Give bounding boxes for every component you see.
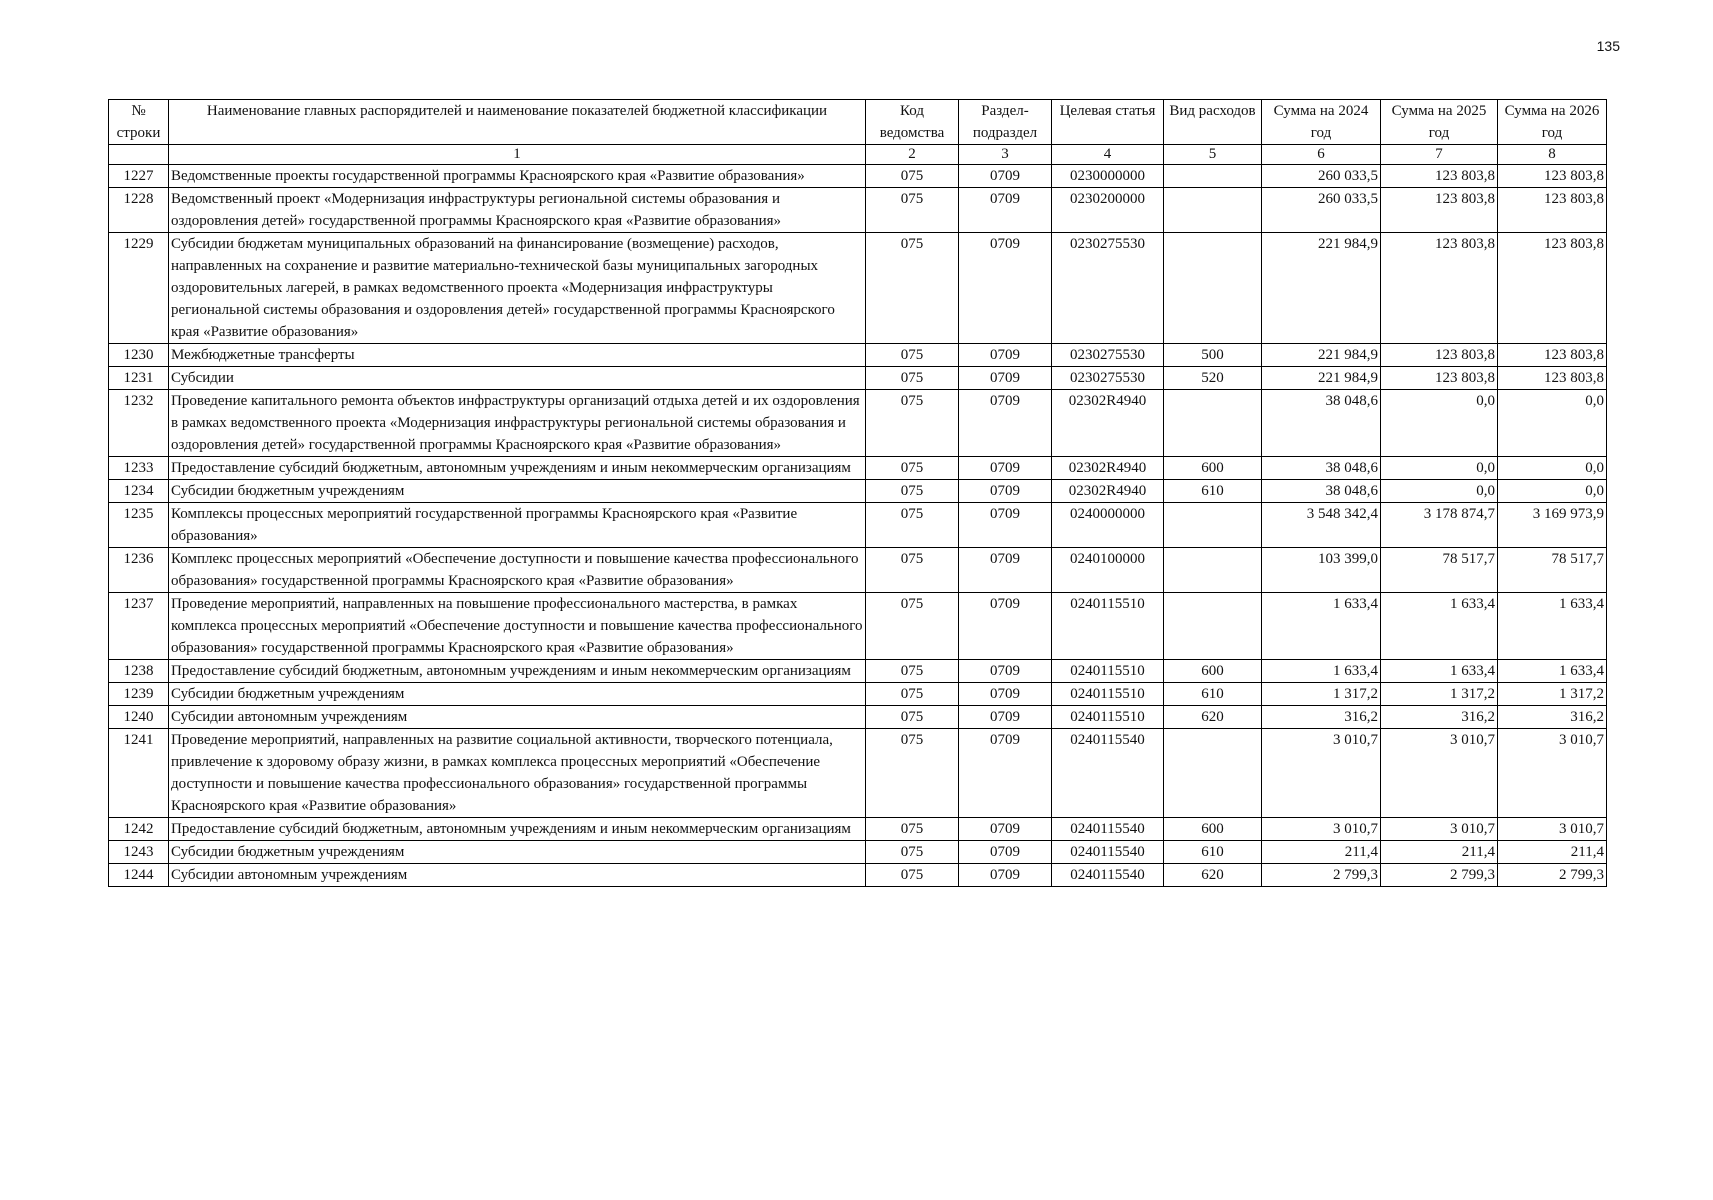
- column-number: 6: [1262, 145, 1381, 165]
- dept-code-cell: 075: [866, 390, 959, 457]
- target-article-cell: 0240115510: [1052, 593, 1164, 660]
- dept-code-cell: 075: [866, 864, 959, 887]
- table-row: [109, 593, 1607, 660]
- sum-2026-cell: 1 633,4: [1498, 660, 1607, 683]
- sum-2025-cell: 123 803,8: [1381, 165, 1498, 188]
- row-number-cell: 1235: [109, 503, 169, 548]
- row-number-cell: 1242: [109, 818, 169, 841]
- section-cell: 0709: [959, 480, 1052, 503]
- target-article-cell: 0230275530: [1052, 233, 1164, 344]
- sum-2024-cell: 260 033,5: [1262, 188, 1381, 233]
- sum-2026-cell: 78 517,7: [1498, 548, 1607, 593]
- sum-2025-cell: 0,0: [1381, 390, 1498, 457]
- dept-code-cell: 075: [866, 683, 959, 706]
- dept-code-cell: 075: [866, 503, 959, 548]
- sum-2025-cell: 0,0: [1381, 457, 1498, 480]
- table-row: [109, 841, 1607, 864]
- sum-2025-cell: 123 803,8: [1381, 344, 1498, 367]
- header-row-number: № строки: [109, 100, 169, 145]
- row-name-cell: Ведомственные проекты государственной программы Красноярского края «Развитие образования»: [169, 165, 866, 188]
- expense-type-cell: 520: [1164, 367, 1262, 390]
- row-name-cell: Ведомственный проект «Модернизация инфраструктуры региональной системы образования и оздоровления детей» государственной программы Красноярского края «Развитие образования»: [169, 188, 866, 233]
- row-number-cell: 1231: [109, 367, 169, 390]
- sum-2025-cell: 0,0: [1381, 480, 1498, 503]
- table-row: [109, 165, 1607, 188]
- sum-2025-cell: 123 803,8: [1381, 188, 1498, 233]
- row-name-cell: Предоставление субсидий бюджетным, автономным учреждениям и иным некоммерческим организациям: [169, 660, 866, 683]
- table-row: [109, 818, 1607, 841]
- section-cell: 0709: [959, 683, 1052, 706]
- page-number: 135: [1596, 38, 1620, 54]
- column-number: 7: [1381, 145, 1498, 165]
- row-number-cell: 1238: [109, 660, 169, 683]
- dept-code-cell: 075: [866, 593, 959, 660]
- row-number-cell: 1227: [109, 165, 169, 188]
- expense-type-cell: 610: [1164, 480, 1262, 503]
- column-number: 8: [1498, 145, 1607, 165]
- dept-code-cell: 075: [866, 706, 959, 729]
- dept-code-cell: 075: [866, 188, 959, 233]
- header-sum-2024: Сумма на 2024 год: [1262, 100, 1381, 145]
- dept-code-cell: 075: [866, 457, 959, 480]
- sum-2026-cell: 2 799,3: [1498, 864, 1607, 887]
- expense-type-cell: 600: [1164, 457, 1262, 480]
- header-name: Наименование главных распорядителей и наименование показателей бюджетной классификации: [169, 100, 866, 145]
- target-article-cell: 0230275530: [1052, 344, 1164, 367]
- sum-2025-cell: 2 799,3: [1381, 864, 1498, 887]
- sum-2025-cell: 123 803,8: [1381, 367, 1498, 390]
- dept-code-cell: 075: [866, 841, 959, 864]
- header-target-article: Целевая статья: [1052, 100, 1164, 145]
- header-sum-2026: Сумма на 2026 год: [1498, 100, 1607, 145]
- sum-2026-cell: 123 803,8: [1498, 344, 1607, 367]
- row-name-cell: Субсидии бюджетам муниципальных образований на финансирование (возмещение) расходов, направленных на сохранение и развитие материально-технической базы муниципальных загородных оздоровительных лагерей, в рамках ведомственного проекта «Модернизация инфраструктуры региональной системы образования и оздоровления детей» государственной программы Красноярского края «Развитие образования»: [169, 233, 866, 344]
- dept-code-cell: 075: [866, 367, 959, 390]
- target-article-cell: 0240115510: [1052, 683, 1164, 706]
- row-number-cell: 1240: [109, 706, 169, 729]
- sum-2025-cell: 3 178 874,7: [1381, 503, 1498, 548]
- target-article-cell: 0240115540: [1052, 841, 1164, 864]
- table-row: [109, 344, 1607, 367]
- row-name-cell: Межбюджетные трансферты: [169, 344, 866, 367]
- expense-type-cell: 620: [1164, 864, 1262, 887]
- row-number-cell: 1241: [109, 729, 169, 818]
- expense-type-cell: [1164, 548, 1262, 593]
- section-cell: 0709: [959, 729, 1052, 818]
- section-cell: 0709: [959, 188, 1052, 233]
- table-row: [109, 480, 1607, 503]
- sum-2024-cell: 1 633,4: [1262, 593, 1381, 660]
- row-number-cell: 1229: [109, 233, 169, 344]
- table-header: [109, 100, 1607, 165]
- sum-2026-cell: 123 803,8: [1498, 367, 1607, 390]
- table-row: [109, 233, 1607, 344]
- row-number-cell: 1243: [109, 841, 169, 864]
- expense-type-cell: 500: [1164, 344, 1262, 367]
- sum-2024-cell: 211,4: [1262, 841, 1381, 864]
- section-cell: 0709: [959, 367, 1052, 390]
- target-article-cell: 0230000000: [1052, 165, 1164, 188]
- sum-2025-cell: 211,4: [1381, 841, 1498, 864]
- target-article-cell: 0240115540: [1052, 729, 1164, 818]
- section-cell: 0709: [959, 390, 1052, 457]
- table-row: [109, 188, 1607, 233]
- section-cell: 0709: [959, 841, 1052, 864]
- section-cell: 0709: [959, 864, 1052, 887]
- header-dept-code: Код ведомства: [866, 100, 959, 145]
- target-article-cell: 0240115540: [1052, 818, 1164, 841]
- table-row: [109, 503, 1607, 548]
- sum-2025-cell: 3 010,7: [1381, 729, 1498, 818]
- expense-type-cell: [1164, 390, 1262, 457]
- column-number: 5: [1164, 145, 1262, 165]
- row-number-cell: 1234: [109, 480, 169, 503]
- column-number: 3: [959, 145, 1052, 165]
- expense-type-cell: [1164, 188, 1262, 233]
- sum-2026-cell: 0,0: [1498, 480, 1607, 503]
- sum-2026-cell: 316,2: [1498, 706, 1607, 729]
- row-name-cell: Проведение мероприятий, направленных на развитие социальной активности, творческого потенциала, привлечение к здоровому образу жизни, в рамках комплекса процессных мероприятий «Обеспечение доступности и повышение качества профессионального образования» государственной программы Красноярского края «Развитие образования»: [169, 729, 866, 818]
- section-cell: 0709: [959, 344, 1052, 367]
- row-number-cell: 1233: [109, 457, 169, 480]
- dept-code-cell: 075: [866, 548, 959, 593]
- sum-2024-cell: 3 010,7: [1262, 729, 1381, 818]
- sum-2024-cell: 221 984,9: [1262, 233, 1381, 344]
- column-number: 2: [866, 145, 959, 165]
- target-article-cell: 0240115510: [1052, 660, 1164, 683]
- sum-2026-cell: 1 633,4: [1498, 593, 1607, 660]
- table-row: [109, 683, 1607, 706]
- sum-2026-cell: 123 803,8: [1498, 165, 1607, 188]
- dept-code-cell: 075: [866, 480, 959, 503]
- row-name-cell: Субсидии бюджетным учреждениям: [169, 480, 866, 503]
- sum-2024-cell: 1 633,4: [1262, 660, 1381, 683]
- section-cell: 0709: [959, 706, 1052, 729]
- expense-type-cell: [1164, 729, 1262, 818]
- row-name-cell: Комплекс процессных мероприятий «Обеспечение доступности и повышение качества профессионального образования» государственной программы Красноярского края «Развитие образования»: [169, 548, 866, 593]
- target-article-cell: 0240000000: [1052, 503, 1164, 548]
- row-number-cell: 1244: [109, 864, 169, 887]
- dept-code-cell: 075: [866, 165, 959, 188]
- row-number-cell: 1239: [109, 683, 169, 706]
- expense-type-cell: [1164, 503, 1262, 548]
- sum-2025-cell: 78 517,7: [1381, 548, 1498, 593]
- sum-2026-cell: 1 317,2: [1498, 683, 1607, 706]
- row-name-cell: Предоставление субсидий бюджетным, автономным учреждениям и иным некоммерческим организациям: [169, 818, 866, 841]
- section-cell: 0709: [959, 503, 1052, 548]
- table-body: [109, 165, 1607, 887]
- row-name-cell: Субсидии автономным учреждениям: [169, 706, 866, 729]
- sum-2024-cell: 3 010,7: [1262, 818, 1381, 841]
- column-number: 4: [1052, 145, 1164, 165]
- table-row: [109, 660, 1607, 683]
- header-expense-type: Вид расходов: [1164, 100, 1262, 145]
- sum-2024-cell: 38 048,6: [1262, 480, 1381, 503]
- row-name-cell: Проведение капитального ремонта объектов инфраструктуры организаций отдыха детей и их оздоровления в рамках ведомственного проекта «Модернизация инфраструктуры региональной системы образования и оздоровления детей» государственной программы Красноярского края «Развитие образования»: [169, 390, 866, 457]
- row-name-cell: Проведение мероприятий, направленных на повышение профессионального мастерства, в рамках комплекса процессных мероприятий «Обеспечение доступности и повышение качества профессионального образования» государственной программы Красноярского края «Развитие образования»: [169, 593, 866, 660]
- sum-2024-cell: 1 317,2: [1262, 683, 1381, 706]
- sum-2025-cell: 3 010,7: [1381, 818, 1498, 841]
- section-cell: 0709: [959, 593, 1052, 660]
- table-row: [109, 729, 1607, 818]
- row-name-cell: Субсидии автономным учреждениям: [169, 864, 866, 887]
- target-article-cell: 0240100000: [1052, 548, 1164, 593]
- row-number-cell: 1232: [109, 390, 169, 457]
- sum-2025-cell: 1 317,2: [1381, 683, 1498, 706]
- sum-2024-cell: 221 984,9: [1262, 344, 1381, 367]
- expense-type-cell: 610: [1164, 683, 1262, 706]
- sum-2024-cell: 3 548 342,4: [1262, 503, 1381, 548]
- section-cell: 0709: [959, 165, 1052, 188]
- section-cell: 0709: [959, 660, 1052, 683]
- sum-2026-cell: 3 010,7: [1498, 818, 1607, 841]
- section-cell: 0709: [959, 548, 1052, 593]
- sum-2024-cell: 103 399,0: [1262, 548, 1381, 593]
- expense-type-cell: 620: [1164, 706, 1262, 729]
- sum-2024-cell: 38 048,6: [1262, 457, 1381, 480]
- header-sum-2025: Сумма на 2025 год: [1381, 100, 1498, 145]
- column-number: [109, 145, 169, 165]
- target-article-cell: 0230200000: [1052, 188, 1164, 233]
- sum-2026-cell: 123 803,8: [1498, 188, 1607, 233]
- sum-2026-cell: 3 169 973,9: [1498, 503, 1607, 548]
- row-name-cell: Предоставление субсидий бюджетным, автономным учреждениям и иным некоммерческим организациям: [169, 457, 866, 480]
- target-article-cell: 02302R4940: [1052, 457, 1164, 480]
- row-name-cell: Комплексы процессных мероприятий государственной программы Красноярского края «Развитие образования»: [169, 503, 866, 548]
- dept-code-cell: 075: [866, 729, 959, 818]
- dept-code-cell: 075: [866, 344, 959, 367]
- row-name-cell: Субсидии бюджетным учреждениям: [169, 841, 866, 864]
- expense-type-cell: 600: [1164, 818, 1262, 841]
- row-number-cell: 1228: [109, 188, 169, 233]
- target-article-cell: 02302R4940: [1052, 390, 1164, 457]
- table-row: [109, 457, 1607, 480]
- row-name-cell: Субсидии: [169, 367, 866, 390]
- sum-2025-cell: 1 633,4: [1381, 593, 1498, 660]
- row-number-cell: 1236: [109, 548, 169, 593]
- sum-2026-cell: 0,0: [1498, 457, 1607, 480]
- table-row: [109, 548, 1607, 593]
- section-cell: 0709: [959, 233, 1052, 344]
- sum-2026-cell: 211,4: [1498, 841, 1607, 864]
- section-cell: 0709: [959, 457, 1052, 480]
- expense-type-cell: 610: [1164, 841, 1262, 864]
- table-row: [109, 367, 1607, 390]
- header-row: [109, 100, 1607, 145]
- sum-2024-cell: 2 799,3: [1262, 864, 1381, 887]
- table-row: [109, 864, 1607, 887]
- row-number-cell: 1237: [109, 593, 169, 660]
- expense-type-cell: 600: [1164, 660, 1262, 683]
- sum-2026-cell: 0,0: [1498, 390, 1607, 457]
- target-article-cell: 0240115510: [1052, 706, 1164, 729]
- target-article-cell: 0230275530: [1052, 367, 1164, 390]
- sum-2026-cell: 3 010,7: [1498, 729, 1607, 818]
- target-article-cell: 0240115540: [1052, 864, 1164, 887]
- target-article-cell: 02302R4940: [1052, 480, 1164, 503]
- sum-2025-cell: 316,2: [1381, 706, 1498, 729]
- table-row: [109, 390, 1607, 457]
- header-section: Раздел-подраздел: [959, 100, 1052, 145]
- row-name-cell: Субсидии бюджетным учреждениям: [169, 683, 866, 706]
- expense-type-cell: [1164, 593, 1262, 660]
- column-number-row: [109, 145, 1607, 165]
- sum-2024-cell: 316,2: [1262, 706, 1381, 729]
- column-number: 1: [169, 145, 866, 165]
- sum-2024-cell: 221 984,9: [1262, 367, 1381, 390]
- sum-2024-cell: 260 033,5: [1262, 165, 1381, 188]
- expense-type-cell: [1164, 233, 1262, 344]
- row-number-cell: 1230: [109, 344, 169, 367]
- dept-code-cell: 075: [866, 233, 959, 344]
- section-cell: 0709: [959, 818, 1052, 841]
- sum-2025-cell: 1 633,4: [1381, 660, 1498, 683]
- expense-type-cell: [1164, 165, 1262, 188]
- dept-code-cell: 075: [866, 818, 959, 841]
- budget-table: [108, 99, 1607, 887]
- sum-2025-cell: 123 803,8: [1381, 233, 1498, 344]
- sum-2026-cell: 123 803,8: [1498, 233, 1607, 344]
- table-row: [109, 706, 1607, 729]
- dept-code-cell: 075: [866, 660, 959, 683]
- sum-2024-cell: 38 048,6: [1262, 390, 1381, 457]
